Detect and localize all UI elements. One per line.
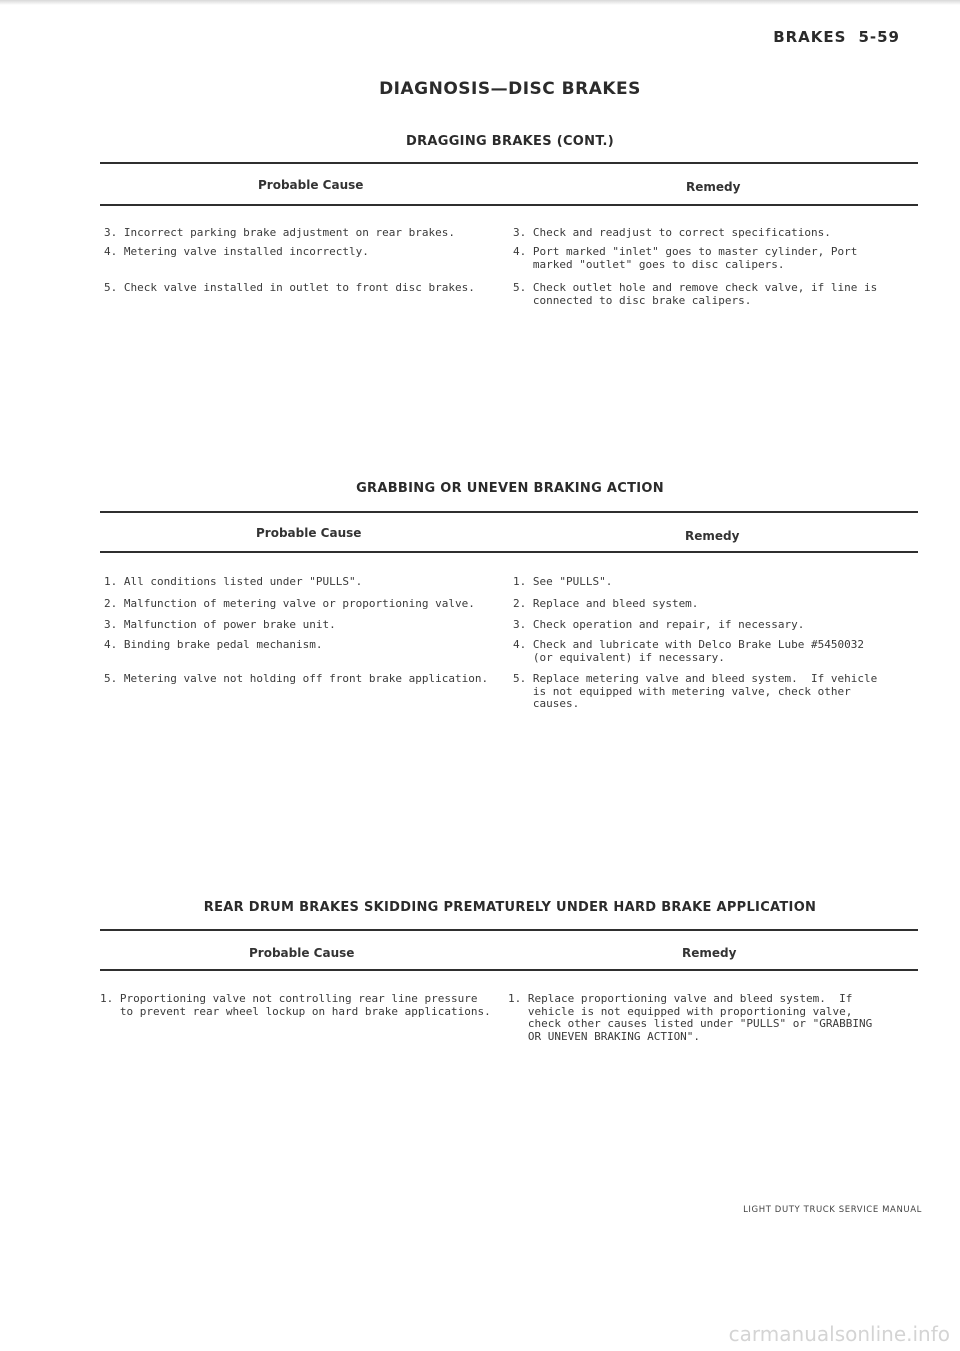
remedy-cell: 5. Check outlet hole and remove check valve, if line is connected to disc brake calipers. <box>513 281 878 307</box>
header-section: BRAKES <box>773 28 847 46</box>
cause-cell: 4. Binding brake pedal mechanism. <box>104 638 323 651</box>
column-header-remedy: Remedy <box>682 946 737 960</box>
column-header-cause: Probable Cause <box>258 178 364 192</box>
table-header-rule <box>100 551 918 553</box>
page-title: DIAGNOSIS—DISC BRAKES <box>379 79 641 99</box>
cause-cell: 3. Incorrect parking brake adjustment on rear brakes. <box>104 226 455 239</box>
cause-cell: 4. Metering valve installed incorrectly. <box>104 245 369 258</box>
remedy-cell: 4. Port marked "inlet" goes to master cylinder, Port marked "outlet" goes to disc calipers. <box>513 245 858 271</box>
header-page-number: 5-59 <box>858 28 900 46</box>
watermark: carmanualsonline.info <box>728 1322 950 1346</box>
column-header-remedy: Remedy <box>686 180 741 194</box>
column-header-cause: Probable Cause <box>249 946 355 960</box>
cause-cell: 2. Malfunction of metering valve or proportioning valve. <box>104 597 475 610</box>
section-title-dragging: DRAGGING BRAKES (CONT.) <box>405 134 615 149</box>
remedy-cell: 1. See "PULLS". <box>513 575 613 588</box>
table-top-rule <box>100 162 918 164</box>
remedy-cell: 5. Replace metering valve and bleed system. If vehicle is not equipped with metering valve, check other causes. <box>513 672 878 710</box>
remedy-cell: 2. Replace and bleed system. <box>513 597 699 610</box>
cause-cell: 1. Proportioning valve not controlling rear line pressure to prevent rear wheel lockup on hard brake applications. <box>100 992 491 1018</box>
table-top-rule <box>100 929 918 931</box>
cause-cell: 5. Check valve installed in outlet to front disc brakes. <box>104 281 475 294</box>
column-header-remedy: Remedy <box>685 529 740 543</box>
page-header <box>773 28 900 46</box>
table-header-rule <box>100 969 918 971</box>
column-header-cause: Probable Cause <box>256 526 362 540</box>
section-title-grabbing: GRABBING OR UNEVEN BRAKING ACTION <box>356 481 664 496</box>
table-top-rule <box>100 511 918 513</box>
remedy-cell: 1. Replace proportioning valve and bleed system. If vehicle is not equipped with proportioning valve, check other causes listed under "PULLS" or "GRABBING OR UNEVEN BRAKING ACTION". <box>508 992 873 1043</box>
cause-cell: 1. All conditions listed under "PULLS". <box>104 575 363 588</box>
remedy-cell: 3. Check operation and repair, if necessary. <box>513 618 805 631</box>
remedy-cell: 3. Check and readjust to correct specifications. <box>513 226 831 239</box>
cause-cell: 5. Metering valve not holding off front brake application. <box>104 672 489 685</box>
cause-cell: 3. Malfunction of power brake unit. <box>104 618 336 631</box>
remedy-cell: 4. Check and lubricate with Delco Brake Lube #5450032 (or equivalent) if necessary. <box>513 638 864 664</box>
top-edge-shading <box>0 0 960 5</box>
section-title-rear-drum-skidding: REAR DRUM BRAKES SKIDDING PREMATURELY UNDER HARD BRAKE APPLICATION <box>203 900 817 915</box>
table-header-rule <box>100 204 918 206</box>
footer-manual-title: LIGHT DUTY TRUCK SERVICE MANUAL <box>743 1205 922 1215</box>
